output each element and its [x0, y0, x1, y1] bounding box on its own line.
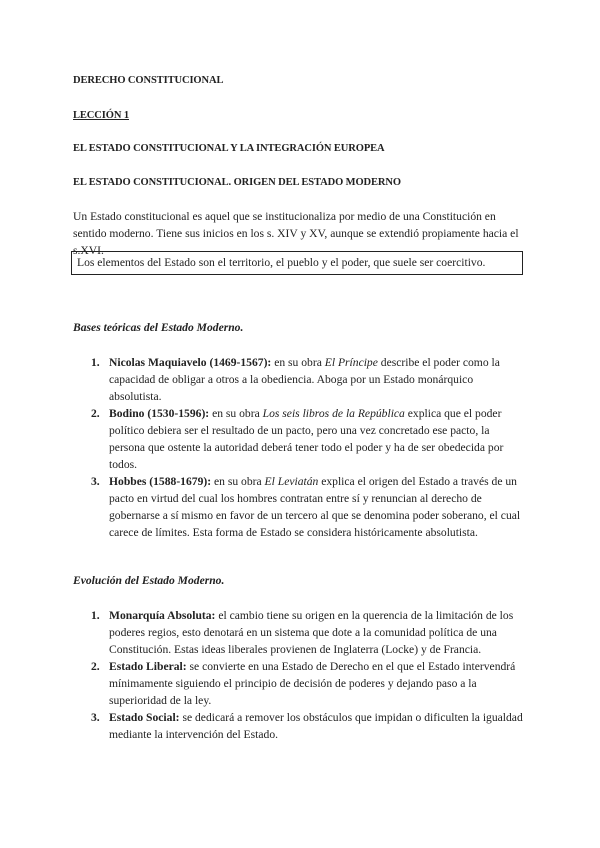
list-item [73, 607, 523, 658]
item-text: en su obra [209, 407, 263, 420]
evolucion-list [73, 607, 523, 743]
list-number: 3. [91, 475, 100, 488]
list-item [73, 473, 523, 541]
list-item [73, 405, 523, 473]
section-heading: EL ESTADO CONSTITUCIONAL. ORIGEN DEL ESTADO MODERNO [73, 177, 401, 188]
list-number: 2. [91, 660, 100, 673]
list-item [73, 658, 523, 709]
lesson-heading: EL ESTADO CONSTITUCIONAL Y LA INTEGRACIÓN EUROPEA [73, 143, 385, 154]
work-title: Los seis libros de la República [262, 407, 405, 420]
intro-paragraph: Un Estado constitucional es aquel que se institucionaliza por medio de una Constitución en sentido moderno. Tiene sus inicios en los s. XIV y XV, aunque se extendió propiamente hacia el s.XVI. [73, 210, 519, 257]
work-title: El Leviatán [264, 475, 319, 488]
item-text: se dedicará a remover los obstáculos que impidan o dificulten la igualdad mediante la intervención del Estado. [109, 711, 523, 741]
list-number: 1. [91, 356, 100, 369]
list-number: 3. [91, 711, 100, 724]
item-text: describe el poder como la capacidad de obligar a otros a la obediencia. Aboga por un Estado monárquico absolutista. [109, 356, 500, 403]
list-number: 1. [91, 609, 100, 622]
author-name: Bodino (1530-1596): [109, 407, 210, 420]
item-text: el cambio tiene su origen en la querencia de la limitación de los poderes regios, esto denotará en un sistema que dote a la comunidad política de una Constitución. Estas ideas liberales provienen de Inglaterra (Locke) y de Francia. [109, 609, 514, 656]
subsection-title-bases: Bases teóricas del Estado Moderno. [73, 321, 244, 334]
subsection-title-evolucion: Evolución del Estado Moderno. [73, 574, 225, 587]
item-text: se convierte en una Estado de Derecho en el que el Estado intervendrá mínimamente siguiendo el principio de decisión de poderes y dejando paso a la superioridad de la ley. [109, 660, 516, 707]
item-text: explica que el poder político debiera ser el resultado de un pacto, pero una vez concretado ese pacto, la persona que ostente la autoridad deberá tener todo el poder y ha de ser obedecida por todos. [109, 407, 504, 471]
list-item [73, 354, 523, 405]
document-title: DERECHO CONSTITUCIONAL [73, 75, 224, 86]
item-text: explica el origen del Estado a través de un pacto en virtud del cual los hombres contratan entre sí y renuncian al derecho de gobernarse a sí mismo en favor de un tercero al que se denomina poder soberano, el cual carece de límites. Esta forma de Estado se considera históricamente absolutista. [109, 475, 521, 539]
item-text: en su obra [211, 475, 265, 488]
stage-name: Estado Liberal: [109, 660, 187, 673]
author-name: Hobbes (1588-1679): [109, 475, 212, 488]
author-name: Nicolas Maquiavelo (1469-1567): [109, 356, 272, 369]
stage-name: Monarquía Absoluta: [109, 609, 216, 622]
item-text: en su obra [271, 356, 325, 369]
bases-list [73, 354, 523, 541]
boxed-note: Los elementos del Estado son el territorio, el pueblo y el poder, que suele ser coercitivo. [71, 251, 523, 275]
work-title: El Príncipe [324, 356, 378, 369]
list-number: 2. [91, 407, 100, 420]
list-item [73, 709, 523, 743]
stage-name: Estado Social: [109, 711, 180, 724]
lesson-label: LECCIÓN 1 [73, 110, 129, 121]
